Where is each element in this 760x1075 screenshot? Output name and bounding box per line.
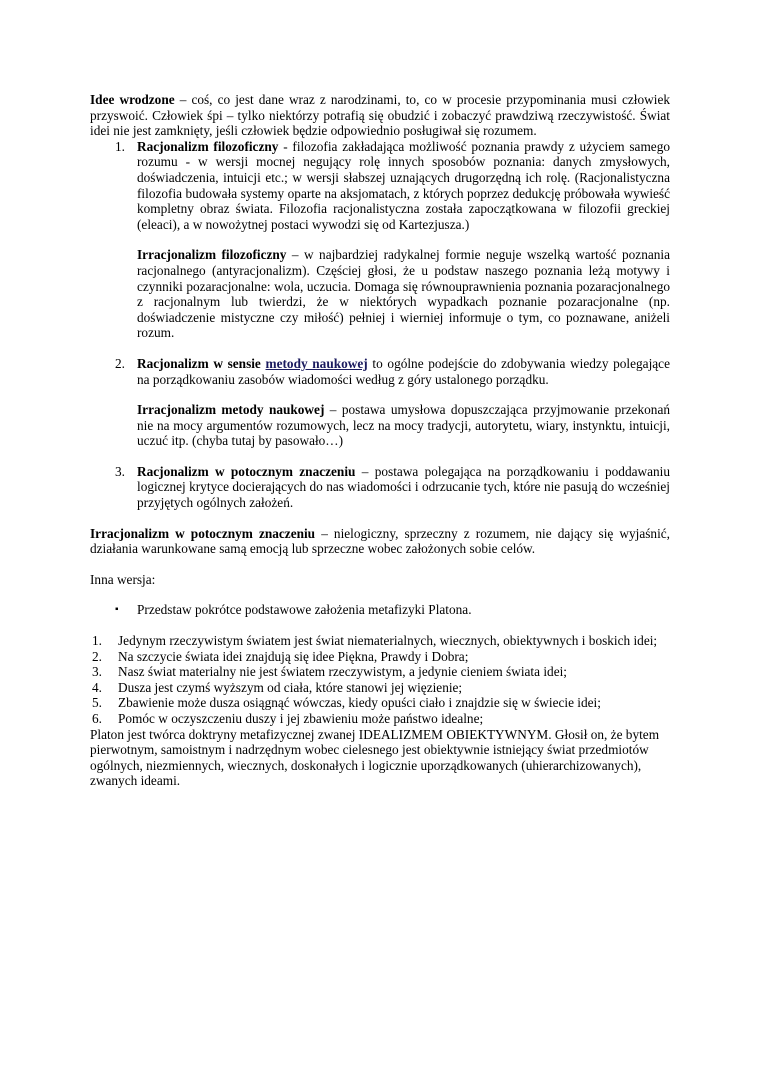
plato-list-item-3-text: Nasz świat materialny nie jest światem rzeczywistym, a jedynie cieniem świata idei; (118, 664, 567, 680)
term-rationalism-common: Racjonalizm w potocznym znaczeniu (137, 463, 356, 479)
square-bullet-icon: ▪ (115, 604, 119, 616)
list-item-3-number: 3. (115, 463, 125, 479)
plato-list-item-4-text: Dusza jest czymś wyższym od ciała, które stanowi jej więzienie; (118, 679, 463, 695)
paragraph-rationalism-scientific-method-text: to ogólne podejście do zdobywania wiedzy polegające na porządkowaniu zasobów wiadomości według z góry ustalonego porządku. (137, 355, 670, 387)
plato-list-item-1-number: 1. (92, 633, 102, 649)
list-item-1-number: 1. (115, 138, 125, 154)
plato-list-item-2 (90, 649, 670, 665)
plato-list-item-2-number: 2. (92, 648, 102, 664)
paragraph-innate-ideas (90, 92, 670, 139)
paragraph-plato-doctrine: Platon jest twórca doktryny metafizycznej zwanej IDEALIZMEM OBIEKTYWNYM. Głosił on, że bytem pierwotnym, samoistnym i nadrzędnym wobec cielesnego jest obiektywnie istniejący świat przedmiotów ogólnych, niezmiennych, wiecznych, doskonałych i logicznie uporządkowanych (uhierarchizowanych), zwanych ideami. (90, 726, 660, 789)
list-item-2-number: 2. (115, 355, 125, 371)
plato-list-item-5 (90, 695, 670, 711)
other-version-label: Inna wersja: (90, 571, 156, 587)
bullet-item-text: Przedstaw pokrótce podstawowe założenia metafizyki Platona. (137, 602, 472, 618)
metody-naukowej-link[interactable]: metody naukowej (265, 355, 368, 371)
paragraph-rationalism-philosophical-text: - filozofia zakładająca możliwość poznania prawdy z użyciem samego rozumu - w wersji mocnej negujący rolę innych sposobów poznania: danych zmysłowych, doświadczenia, intuicji etc.; w wersji słabszej uznających drugorzędną ich rolę. (Racjonalistyczna filozofia budowała systemy oparte na aksjomatach, z których poprzez dedukcję próbowała wywieść kompletny obraz świata. Filozofia racjonalistyczna została zapoczątkowana w filozofii greckiej (eleaci), a w nowożytnej postaci wywodzi się od Kartezjusza.) (137, 138, 670, 232)
list-item-3 (90, 464, 670, 511)
list-item-2 (90, 356, 670, 449)
list-item-1 (90, 139, 670, 341)
paragraph-rationalism-scientific-method (137, 356, 670, 387)
plato-list-item-6-number: 6. (92, 711, 102, 726)
term-irrationalism-philosophical: Irracjonalizm filozoficzny (137, 247, 287, 263)
bullet-item (90, 602, 670, 618)
document-content (90, 92, 670, 789)
paragraph-irrationalism-philosophical-text: – w najbardziej radykalnej formie neguje wszelką wartość poznania racjonalnego (antyracjonalizm). Częściej głosi, że u podstaw naszego poznania leżą motywy i czynniki pozaracjonalne: wola, uczucia. Domaga się równouprawnienia poznania pozaracjonalnego z racjonalnym lub twierdzi, że w niektórych wypadkach poznanie pozaracjonalne (np. doświadczenie mistyczne czy miłość) pełniej i wierniej informuje o tym, co poznawane, aniżeli rozum. (137, 247, 670, 341)
plato-list-item-5-text: Zbawienie może dusza osiągnąć wówczas, kiedy opuści ciało i znajdzie się w świecie idei; (118, 695, 601, 711)
paragraph-irrationalism-philosophical (137, 247, 670, 341)
plato-list-item-4 (90, 680, 670, 696)
paragraph-rationalism-common (137, 464, 670, 511)
paragraph-rationalism-philosophical (137, 139, 670, 233)
plato-list-item-2-text: Na szczycie świata idei znajdują się idee Piękna, Prawdy i Dobra; (118, 648, 469, 664)
plato-list-item-4-number: 4. (92, 679, 102, 695)
paragraph-irrationalism-scientific-method (137, 402, 670, 449)
plato-list-item-1-text: Jedynym rzeczywistym światem jest świat niematerialnych, wiecznych, obiektywnych i boskich idei; (118, 633, 658, 649)
term-innate-ideas: Idee wrodzone (90, 92, 175, 107)
paragraph-irrationalism-scientific-method-text: – postawa umysłowa dopuszczająca przyjmowanie przekonań nie na mocy argumentów rozumowych, lecz na mocy tradycji, autorytetu, wiary, instynktu, intuicji, uczuć itp. (chyba tutaj by pasowało…) (137, 402, 670, 449)
plato-list-item-6-text: Pomóc w oczyszczeniu duszy i jej zbawieniu może państwo idealne; (118, 711, 484, 726)
plato-list-item-5-number: 5. (92, 695, 102, 711)
plato-list-item-1 (90, 633, 670, 649)
paragraph-irrationalism-common (90, 526, 670, 557)
plato-list-item-6 (90, 711, 670, 727)
paragraph-rationalism-common-text: – postawa polegająca na porządkowaniu i poddawaniu logicznej krytyce docierających do nas wiadomości i odrzucanie tych, które nie pasują do wcześniej przyjętych ogólnych założeń. (137, 463, 670, 511)
paragraph-innate-ideas-text: – coś, co jest dane wraz z narodzinami, to, co w procesie przypominania musi człowiek przyswoić. Człowiek śpi – tylko niektórzy potrafią się obudzić i zobaczyć prawdziwą rzeczywistość. Świat idei nie jest zamknięty, jeśli człowiek będzie odpowiednio posługiwał się rozumem. (90, 92, 670, 139)
term-irrationalism-common: Irracjonalizm w potocznym znaczeniu (90, 525, 316, 541)
term-irrationalism-scientific-method: Irracjonalizm metody naukowej (137, 402, 325, 418)
term-rationalism-scientific-method: Racjonalizm w sensie (137, 355, 266, 371)
plato-list-item-3-number: 3. (92, 664, 102, 680)
paragraph-irrationalism-common-text: – nielogiczny, sprzeczny z rozumem, nie dający się wyjaśnić, działania warunkowane samą emocją lub sprzeczne wobec założonych sobie celów. (90, 525, 670, 557)
term-rationalism-philosophical: Racjonalizm filozoficzny (137, 138, 279, 154)
plato-list-item-3 (90, 664, 670, 680)
